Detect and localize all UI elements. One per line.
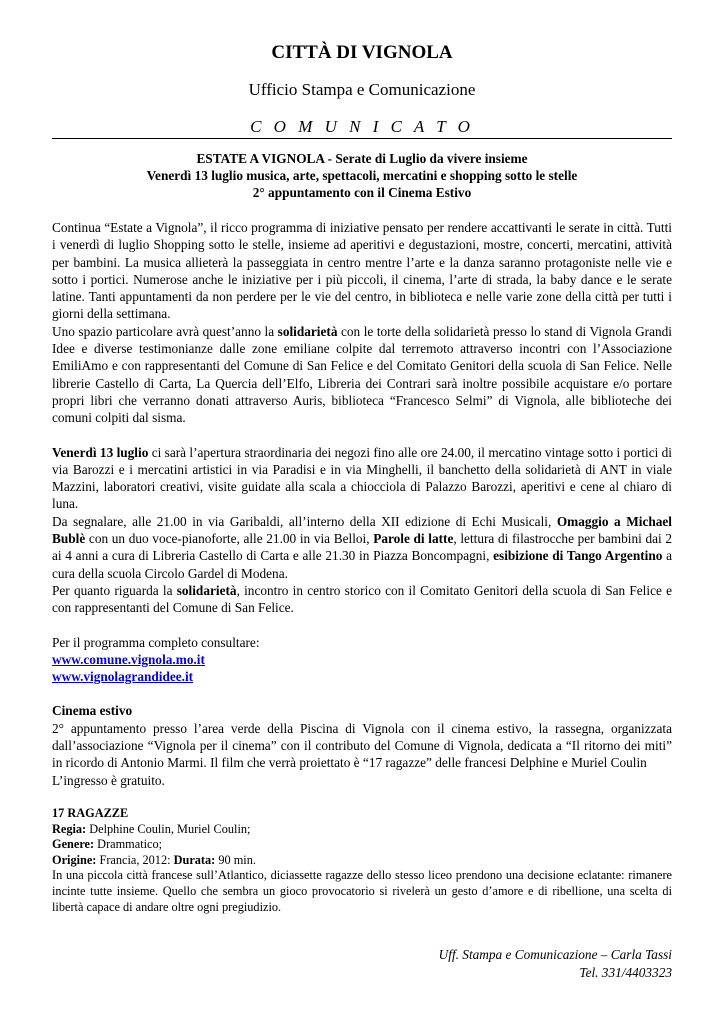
office-name: Ufficio Stampa e Comunicazione bbox=[248, 80, 476, 99]
signature-block bbox=[52, 946, 672, 982]
film-title bbox=[52, 806, 672, 822]
durata-label: Durata: bbox=[173, 852, 216, 867]
p4-text-e: , lettura di filastrocche per bambini dai 2 ai 4 anni a cura di Libreria Castello di Carta e alle 21.30 in Piazza Boncompagni, bbox=[52, 531, 673, 564]
cinema-text: 2° appuntamento presso l’area verde della Piscina di Vignola con il cinema estivo, la rassegna, organizzata dall’associazione “Vignola per il cinema” con il contributo del Comune di Vignola, dedicata a “Il ritorno dei miti” in ricordo di Antonio Marmi. Il film che verrà proiettato è “17 ragazze” delle francesi Delphine e Muriel Coulin bbox=[52, 720, 672, 771]
link-comune-vignola[interactable]: www.comune.vignola.mo.it bbox=[52, 651, 205, 667]
p3-text: ci sarà l’apertura straordinaria dei negozi fino alle ore 24.00, il mercatino vintage sotto i portici di via Barozzi e i mercatini artistici in via Paradisi e in via Minghelli, il banchetto della solidarietà di ANT in viale Mazzini, laboratori creativi, visite guidate alla scala a chiocciola di Palazzo Barozzi, aperitivi e cene al chiaro di luna. bbox=[52, 444, 673, 512]
cinema-title-text: Cinema estivo bbox=[52, 703, 133, 719]
paragraph-intro: Continua “Estate a Vignola”, il ricco programma di iniziative pensato per rendere accattivanti le serate in città. Tutti i venerdì di luglio Shopping sotto le stelle, insieme ad aperitivi e degustazioni, mostre, concerti, mercatini, attività per bambini. La musica allieterà la passeggiata in centro mentre l’arte e la danza saranno protagoniste nelle vie e sotto i portici. Numerose anche le iniziative per i più piccoli, il cinema, l’arte di strada, la baby dance e le serate latine. Tanti appuntamenti da non perdere per le vie del centro, in biblioteca e nelle varie zone della città per tutti i giorni della settimana. bbox=[52, 220, 672, 322]
film-details bbox=[52, 806, 672, 915]
p5-bold-solidarity: solidarietà bbox=[176, 582, 237, 598]
link-vignola-grandi-idee[interactable]: www.vignolagrandidee.it bbox=[52, 669, 194, 685]
p2-bold-solidarity: solidarietà bbox=[277, 323, 338, 339]
origine-label: Origine: bbox=[52, 852, 97, 867]
p3-bold-date: Venerdì 13 luglio bbox=[52, 444, 149, 460]
p4-text-c: con un duo voce-pianoforte, alle 21.00 in via Belloi, bbox=[85, 531, 374, 547]
p4-text-a: Da segnalare, alle 21.00 in via Garibaldi, all’interno della XII edizione di Echi Musicali, bbox=[52, 513, 557, 529]
paragraph-solidarity bbox=[52, 323, 672, 427]
film-regia bbox=[52, 822, 672, 838]
film-genere bbox=[52, 837, 672, 853]
paragraph-events bbox=[52, 513, 672, 582]
program-intro: Per il programma completo consultare: bbox=[52, 634, 260, 650]
p4-bold-tango: esibizione di Tango Argentino bbox=[493, 548, 663, 564]
regia-label: Regia: bbox=[52, 821, 87, 836]
regia-value: Delphine Coulin, Muriel Coulin; bbox=[86, 821, 251, 836]
genere-value: Drammatico; bbox=[94, 837, 163, 852]
p4-bold-bluble: Omaggio a Michael Bublè bbox=[52, 513, 672, 547]
paragraph-friday bbox=[52, 444, 672, 513]
link-row-1 bbox=[52, 651, 672, 668]
film-origine bbox=[52, 853, 672, 869]
p4-text-g: a cura della scuola Circolo Gardel di Modena. bbox=[52, 548, 672, 581]
city-title: CITTÀ DI VIGNOLA bbox=[271, 42, 453, 63]
heading-line-2: Venerdì 13 luglio musica, arte, spettacoli, mercatini e shopping sotto le stelle bbox=[146, 168, 578, 183]
header-divider bbox=[52, 138, 672, 139]
signature-line: Uff. Stampa e Comunicazione – Carla Tassi bbox=[438, 947, 672, 962]
comunicato-label: C O M U N I C A T O bbox=[250, 117, 474, 136]
cinema-title bbox=[52, 702, 672, 719]
p2-text-c: con le torte della solidarietà presso lo stand di Vignola Grandi Idee e diverse testimonianze dalle zone emiliane colpite dal terremoto attraverso incontri con l’Associazione EmiliAmo e con rappresentanti del Comune di San Felice e del Comitato Genitori della scuola di San Felice. Nelle librerie Castello di Carta, La Quercia dell’Elfo, Libreria dei Contrari sarà inoltre possibile acquistare e/o portare propri libri che verranno donati attraverso Auris, biblioteca “Francesco Selmi” di Vignola, alle biblioteche dei comuni colpiti dal sisma. bbox=[52, 323, 672, 426]
cinema-entry: L’ingresso è gratuito. bbox=[52, 772, 165, 788]
link-row-2 bbox=[52, 668, 672, 685]
phone-line: Tel. 331/4403323 bbox=[579, 965, 672, 980]
body-text bbox=[52, 219, 672, 789]
press-release-heading bbox=[52, 150, 672, 201]
film-title-text: 17 RAGAZZE bbox=[52, 806, 129, 820]
film-synopsis: In una piccola città francese sull’Atlantico, diciassette ragazze dello stesso liceo prendono una decisione eclatante: rimanere incinte tutte insieme. Quello che sembra un gioco provocatorio si rivelerà un gesto d’amore e di ribellione, una scelta di libertà capace di andare oltre ogni pregiudizio. bbox=[52, 868, 672, 914]
paragraph-solidarity-meeting bbox=[52, 582, 672, 617]
origine-value: Francia, 2012: bbox=[96, 852, 174, 867]
p5-text-c: , incontro in centro storico con il Comitato Genitori della scuola di San Felice e con rappresentanti del Comune di San Felice. bbox=[52, 582, 673, 616]
heading-line-1: ESTATE A VIGNOLA - Serate di Luglio da vivere insieme bbox=[196, 151, 528, 166]
genere-label: Genere: bbox=[52, 837, 95, 852]
p5-text-a: Per quanto riguarda la bbox=[52, 582, 177, 598]
durata-value: 90 min. bbox=[215, 852, 256, 867]
p4-bold-parole: Parole di latte bbox=[373, 531, 454, 547]
heading-line-3: 2° appuntamento con il Cinema Estivo bbox=[252, 185, 472, 200]
p2-text-a: Uno spazio particolare avrà quest’anno la bbox=[52, 323, 278, 339]
